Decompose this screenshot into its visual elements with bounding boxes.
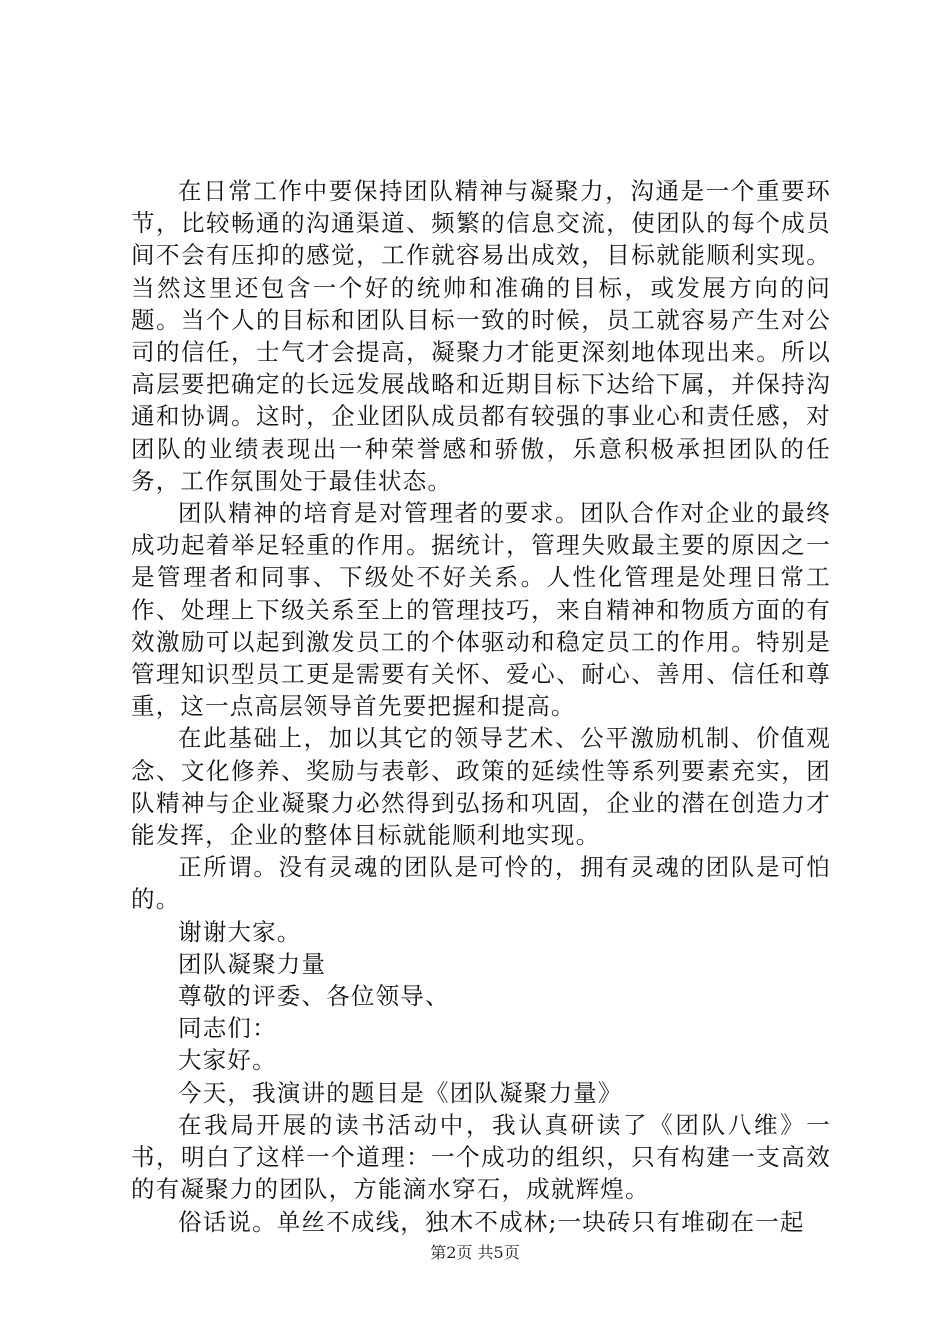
paragraph-team-spirit: 团队精神的培育是对管理者的要求。团队合作对企业的最终成功起着举足轻重的作用。据统计，管理失败最主要的原因之一是管理者和同事、下级处不好关系。人性化管理是处理日常工作、处理上下级关系至上的管理技巧，来自精神和物质方面的有效激励可以起到激发员工的个体驱动和稳定员工的作用。特别是管理知识型员工更是需要有关怀、爱心、耐心、善用、信任和尊重，这一点高层领导首先要把握和提高。 — [131, 499, 831, 721]
salutation-comrades: 同志们： — [178, 1014, 277, 1043]
speech-title: 团队凝聚力量 — [178, 949, 327, 978]
salutation-line: 尊敬的评委、各位领导、 — [178, 982, 450, 1011]
paragraph-foundation: 在此基础上，加以其它的领导艺术、公平激励机制、价值观念、文化修养、奖励与表彰、政策的延续性等系列要素充实，团队精神与企业凝聚力必然得到弘扬和巩固，企业的潜在创造力才能发挥，企业的整体目标就能顺利地实现。 — [131, 724, 831, 850]
paragraph-thanks: 谢谢大家。 — [178, 917, 302, 946]
paragraph-communication: 在日常工作中要保持团队精神与凝聚力，沟通是一个重要环节，比较畅通的沟通渠道、频繁的信息交流，使团队的每个成员间不会有压抑的感觉，工作就容易出成效，目标就能顺利实现。当然这里还包含一个好的统帅和准确的目标，或发展方向的问题。当个人的目标和团队目标一致的时候，员工就容易产生对公司的信任，士气才会提高，凝聚力才能更深刻地体现出来。所以高层要把确定的长远发展战略和近期目标下达给下属，并保持沟通和协调。这时，企业团队成员都有较强的事业心和责任感，对团队的业绩表现出一种荣誉感和骄傲，乐意积极承担团队的任务，工作氛围处于最佳状态。 — [131, 177, 831, 495]
speech-topic: 今天，我演讲的题目是《团队凝聚力量》 — [178, 1078, 623, 1107]
paragraph-proverb: 俗话说。单丝不成线，独木不成林;一块砖只有堆砌在一起 — [178, 1207, 805, 1236]
paragraph-reading: 在我局开展的读书活动中，我认真研读了《团队八维》一书，明白了这样一个道理：一个成功的组织，只有构建一支高效的有凝聚力的团队，方能滴水穿石，成就辉煌。 — [131, 1110, 831, 1204]
paragraph-soul: 正所谓。没有灵魂的团队是可怜的，拥有灵魂的团队是可怕的。 — [131, 853, 831, 914]
document-body — [131, 175, 831, 1238]
greeting: 大家好。 — [178, 1046, 277, 1075]
page-number: 第2页 共5页 — [430, 1243, 520, 1262]
